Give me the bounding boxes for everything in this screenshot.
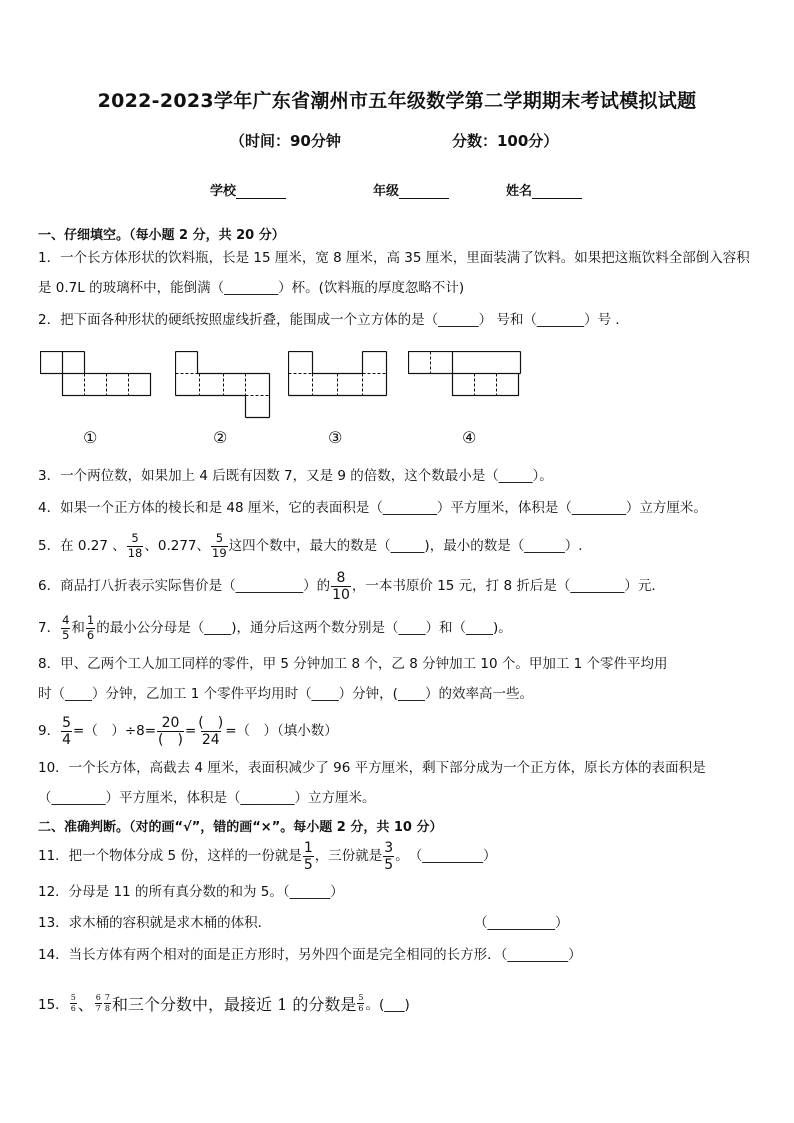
question-13: 13．求木桶的容积就是求木桶的体积． [38,915,272,931]
section1-heading: 一、仔细填空。（每小题 2 分，共 20 分） [38,228,285,243]
question-1-line2: 是 0.7L 的玻璃杯中，能倒满（________）杯。(饮料瓶的厚度忽略不计) [38,280,465,296]
fraction-5-18: $\frac{5}{18}$ [127,531,143,560]
q11-text-a: 11．把一个物体分成 5 份，这样的一份就是 [38,848,302,864]
question-15 [38,988,410,1018]
question-1-line1: 1．一个长方体形状的饮料瓶，长是 15 厘米，宽 8 厘米，高 35 厘米，里面装满了饮料。如果把这瓶饮料全部倒入容积 [38,250,750,266]
question-2: 2．把下面各种形状的硬纸按照虚线折叠，能围成一个立方体的是（______） 号和（_______）号 ． [38,312,629,328]
question-10-line2: （________）平方厘米，体积是（________）立方厘米。 [38,790,376,806]
q15-text-d: 三个分数中，最接近 1 的分数是 [128,994,357,1014]
q15-text-e: 。(___) [365,997,410,1013]
name-label: 姓名 [506,184,533,199]
fraction-5-19: $\frac{5}{19}$ [212,531,227,560]
fraction-3-5: $\frac{3}{5}$ [384,839,394,873]
grade-label: 年级 [373,184,400,199]
q5-text-c: 这四个数中，最大的数是（_____)，最小的数是（______）. [228,538,583,554]
grade-field [373,180,449,199]
fraction-7-8: $\frac{7}{8}$ [104,992,110,1013]
q5-text-b: 、0.277、 [144,538,211,554]
exam-time: （时间：90分钟 [230,132,341,150]
exam-score: 分数：100分） [452,132,559,150]
question-10-line1: 10．一个长方体，高截去 4 厘米，表面积减少了 96 平方厘米，剩下部分成为一个正方体，原长方体的表面积是 [38,760,706,776]
net-label-3: ③ [328,428,343,447]
question-4: 4．如果一个正方体的棱长和是 48 厘米，它的表面积是（________）平方厘米，体积是（________）立方厘米。 [38,500,707,516]
net-label-4: ④ [462,428,477,447]
school-label: 学校 [210,184,237,199]
q9-text-d: =（ ）（填小数） [225,723,338,739]
fraction-1-5: $\frac{1}{5}$ [303,839,313,873]
section2-heading: 二、准确判断。（对的画“√”，错的画“×”。每小题 2 分，共 10 分） [38,820,443,835]
fraction-5-6-answer: $\frac{5}{6}$ [358,992,364,1013]
name-blank[interactable] [532,184,582,199]
question-12: 12．分母是 11 的所有真分数的和为 5。（______） [38,884,344,900]
q15-text-b: 、 [77,994,94,1014]
q11-text-c: 。 （_________） [395,848,497,864]
fraction-5-4: $\frac{5}{4}$ [62,714,72,748]
question-6 [38,568,656,604]
question-5 [38,529,582,563]
fraction-8-10: $\frac{8}{10}$ [332,569,350,603]
name-field [506,180,582,199]
q5-text-a: 5．在 0.27 、 [38,538,126,554]
school-blank[interactable] [236,184,286,199]
fraction-20-blank: $\frac{20}{( )}$ [158,714,183,748]
cube-net-1 [40,351,152,397]
q7-text-a: 7． [38,620,61,636]
q7-text-c: 的最小公分母是（____)，通分后这两个数分别是（____）和（____)。 [96,620,512,636]
school-field [210,180,286,199]
exam-title: 2022-2023学年广东省潮州市五年级数学第二学期期末考试模拟试题 [97,90,697,112]
q6-text-b: ，一本书原价 15 元，打 8 折后是（________）元. [351,578,656,594]
fraction-6-7: $\frac{6}{7}$ [95,992,101,1013]
question-8-line1: 8．甲、乙两个工人加工同样的零件，甲 5 分钟加工 8 个，乙 8 分钟加工 10 个。甲加工 1 个零件平均用 [38,656,668,672]
fraction-4-5: $\frac{4}{5}$ [62,613,70,642]
question-7 [38,612,512,644]
question-14: 14．当长方体有两个相对的面是正方形时，另外四个面是完全相同的长方形．（_________） [38,947,582,963]
q9-text-c: = [184,723,197,739]
fraction-blank-24: $\frac{( )}{24}$ [198,714,224,748]
question-9 [38,712,338,750]
fraction-5-6: $\frac{5}{6}$ [70,992,76,1013]
question-3: 3．一个两位数，如果加上 4 后既有因数 7，又是 9 的倍数，这个数最小是（_____）。 [38,468,553,484]
q11-text-b: ，三份就是 [314,848,383,864]
q9-text-a: 9． [38,723,61,739]
net-label-1: ① [83,428,98,447]
cube-net-3 [288,351,388,397]
cube-net-4 [408,351,522,397]
question-8-line2: 时（____）分钟，乙加工 1 个零件平均用时（____）分钟，(____）的效率高一些。 [38,686,533,702]
q9-text-b: =（ ）÷8= [73,723,157,739]
question-13-answer-blank[interactable]: （__________） [474,915,569,931]
grade-blank[interactable] [399,184,449,199]
net-label-2: ② [213,428,228,447]
q6-text-a: 6．商品打八折表示实际售价是（__________）的 [38,578,331,594]
cube-net-2 [175,351,271,419]
q7-text-b: 和 [71,620,85,636]
q15-text-c: 和 [111,994,128,1014]
fraction-1-6: $\frac{1}{6}$ [86,613,95,642]
q15-text-a: 15． [38,997,69,1013]
question-11 [38,838,496,874]
